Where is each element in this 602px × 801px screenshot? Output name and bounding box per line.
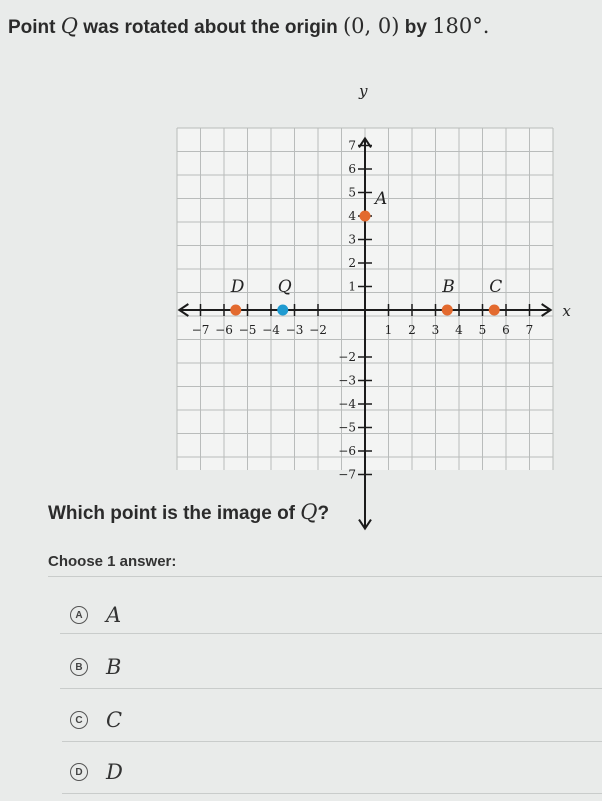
x-tick-label: 1 xyxy=(384,323,393,337)
point-c xyxy=(489,305,500,316)
option-c-label: C xyxy=(106,708,123,732)
point-label-c: C xyxy=(489,277,503,297)
y-tick-label: −2 xyxy=(338,350,356,364)
x-tick-label: 2 xyxy=(408,323,416,337)
x-tick-label: 4 xyxy=(455,323,463,337)
y-tick-label: −4 xyxy=(338,397,356,411)
question-middle: was rotated about the origin xyxy=(83,17,338,38)
divider xyxy=(62,793,602,794)
y-axis-label: y xyxy=(359,82,368,100)
x-tick-label: −5 xyxy=(238,323,257,337)
x-tick-label: 5 xyxy=(478,323,487,337)
sub-question-text: Which point is the image of xyxy=(48,503,295,524)
point-label-q: Q xyxy=(277,277,292,297)
y-tick-label: −6 xyxy=(338,444,356,458)
x-tick-label: 3 xyxy=(431,323,440,337)
divider xyxy=(48,576,602,577)
point-label-b: B xyxy=(442,277,455,297)
sub-question xyxy=(48,500,329,525)
option-d[interactable] xyxy=(70,752,590,792)
option-b-label: B xyxy=(106,655,122,679)
option-d-label: D xyxy=(106,760,123,784)
point-label-d: D xyxy=(230,277,245,297)
y-tick-label: −7 xyxy=(338,467,356,482)
y-tick-label: 6 xyxy=(348,162,356,176)
point-q-symbol: Q xyxy=(60,14,78,38)
option-c-letter: C xyxy=(70,711,88,729)
option-a-letter: A xyxy=(70,606,88,624)
question-text xyxy=(8,14,598,39)
question-prefix: Point xyxy=(8,17,56,38)
point-label-a: A xyxy=(375,189,388,209)
y-tick-label: −3 xyxy=(338,373,356,388)
divider xyxy=(62,741,602,742)
option-c[interactable] xyxy=(70,700,590,740)
x-tick-label: −3 xyxy=(285,323,304,337)
divider xyxy=(60,688,602,689)
divider xyxy=(60,633,602,634)
option-b-letter: B xyxy=(70,658,88,676)
y-tick-label: 5 xyxy=(348,185,356,200)
coordinate-plane xyxy=(175,72,571,482)
rotation-angle: 180°. xyxy=(432,14,490,38)
x-tick-label: −7 xyxy=(191,323,210,337)
option-b[interactable] xyxy=(70,647,590,687)
x-axis-label: x xyxy=(562,302,571,320)
y-tick-label: −5 xyxy=(338,420,356,435)
point-q xyxy=(277,305,288,316)
y-tick-label: 3 xyxy=(348,232,356,247)
y-tick-label: 2 xyxy=(348,256,356,270)
y-tick-label: 7 xyxy=(348,138,356,153)
option-d-letter: D xyxy=(70,763,88,781)
x-tick-label: 6 xyxy=(502,323,510,337)
point-b xyxy=(442,305,453,316)
x-tick-label: −4 xyxy=(262,323,280,337)
origin-coordinates: (0, 0) xyxy=(342,14,400,38)
x-tick-label: −6 xyxy=(215,323,233,337)
x-tick-label: 7 xyxy=(525,323,534,337)
sub-question-point: Q xyxy=(300,500,318,524)
choose-answer-label: Choose 1 answer: xyxy=(48,553,177,570)
question-by: by xyxy=(404,17,427,38)
x-tick-label: −2 xyxy=(309,323,327,337)
point-d xyxy=(230,305,241,316)
option-a[interactable] xyxy=(70,595,590,635)
option-a-label: A xyxy=(106,603,122,627)
y-tick-label: 1 xyxy=(348,279,356,294)
sub-question-suffix: ? xyxy=(317,503,330,524)
point-a xyxy=(360,211,371,222)
y-tick-label: 4 xyxy=(348,209,356,223)
